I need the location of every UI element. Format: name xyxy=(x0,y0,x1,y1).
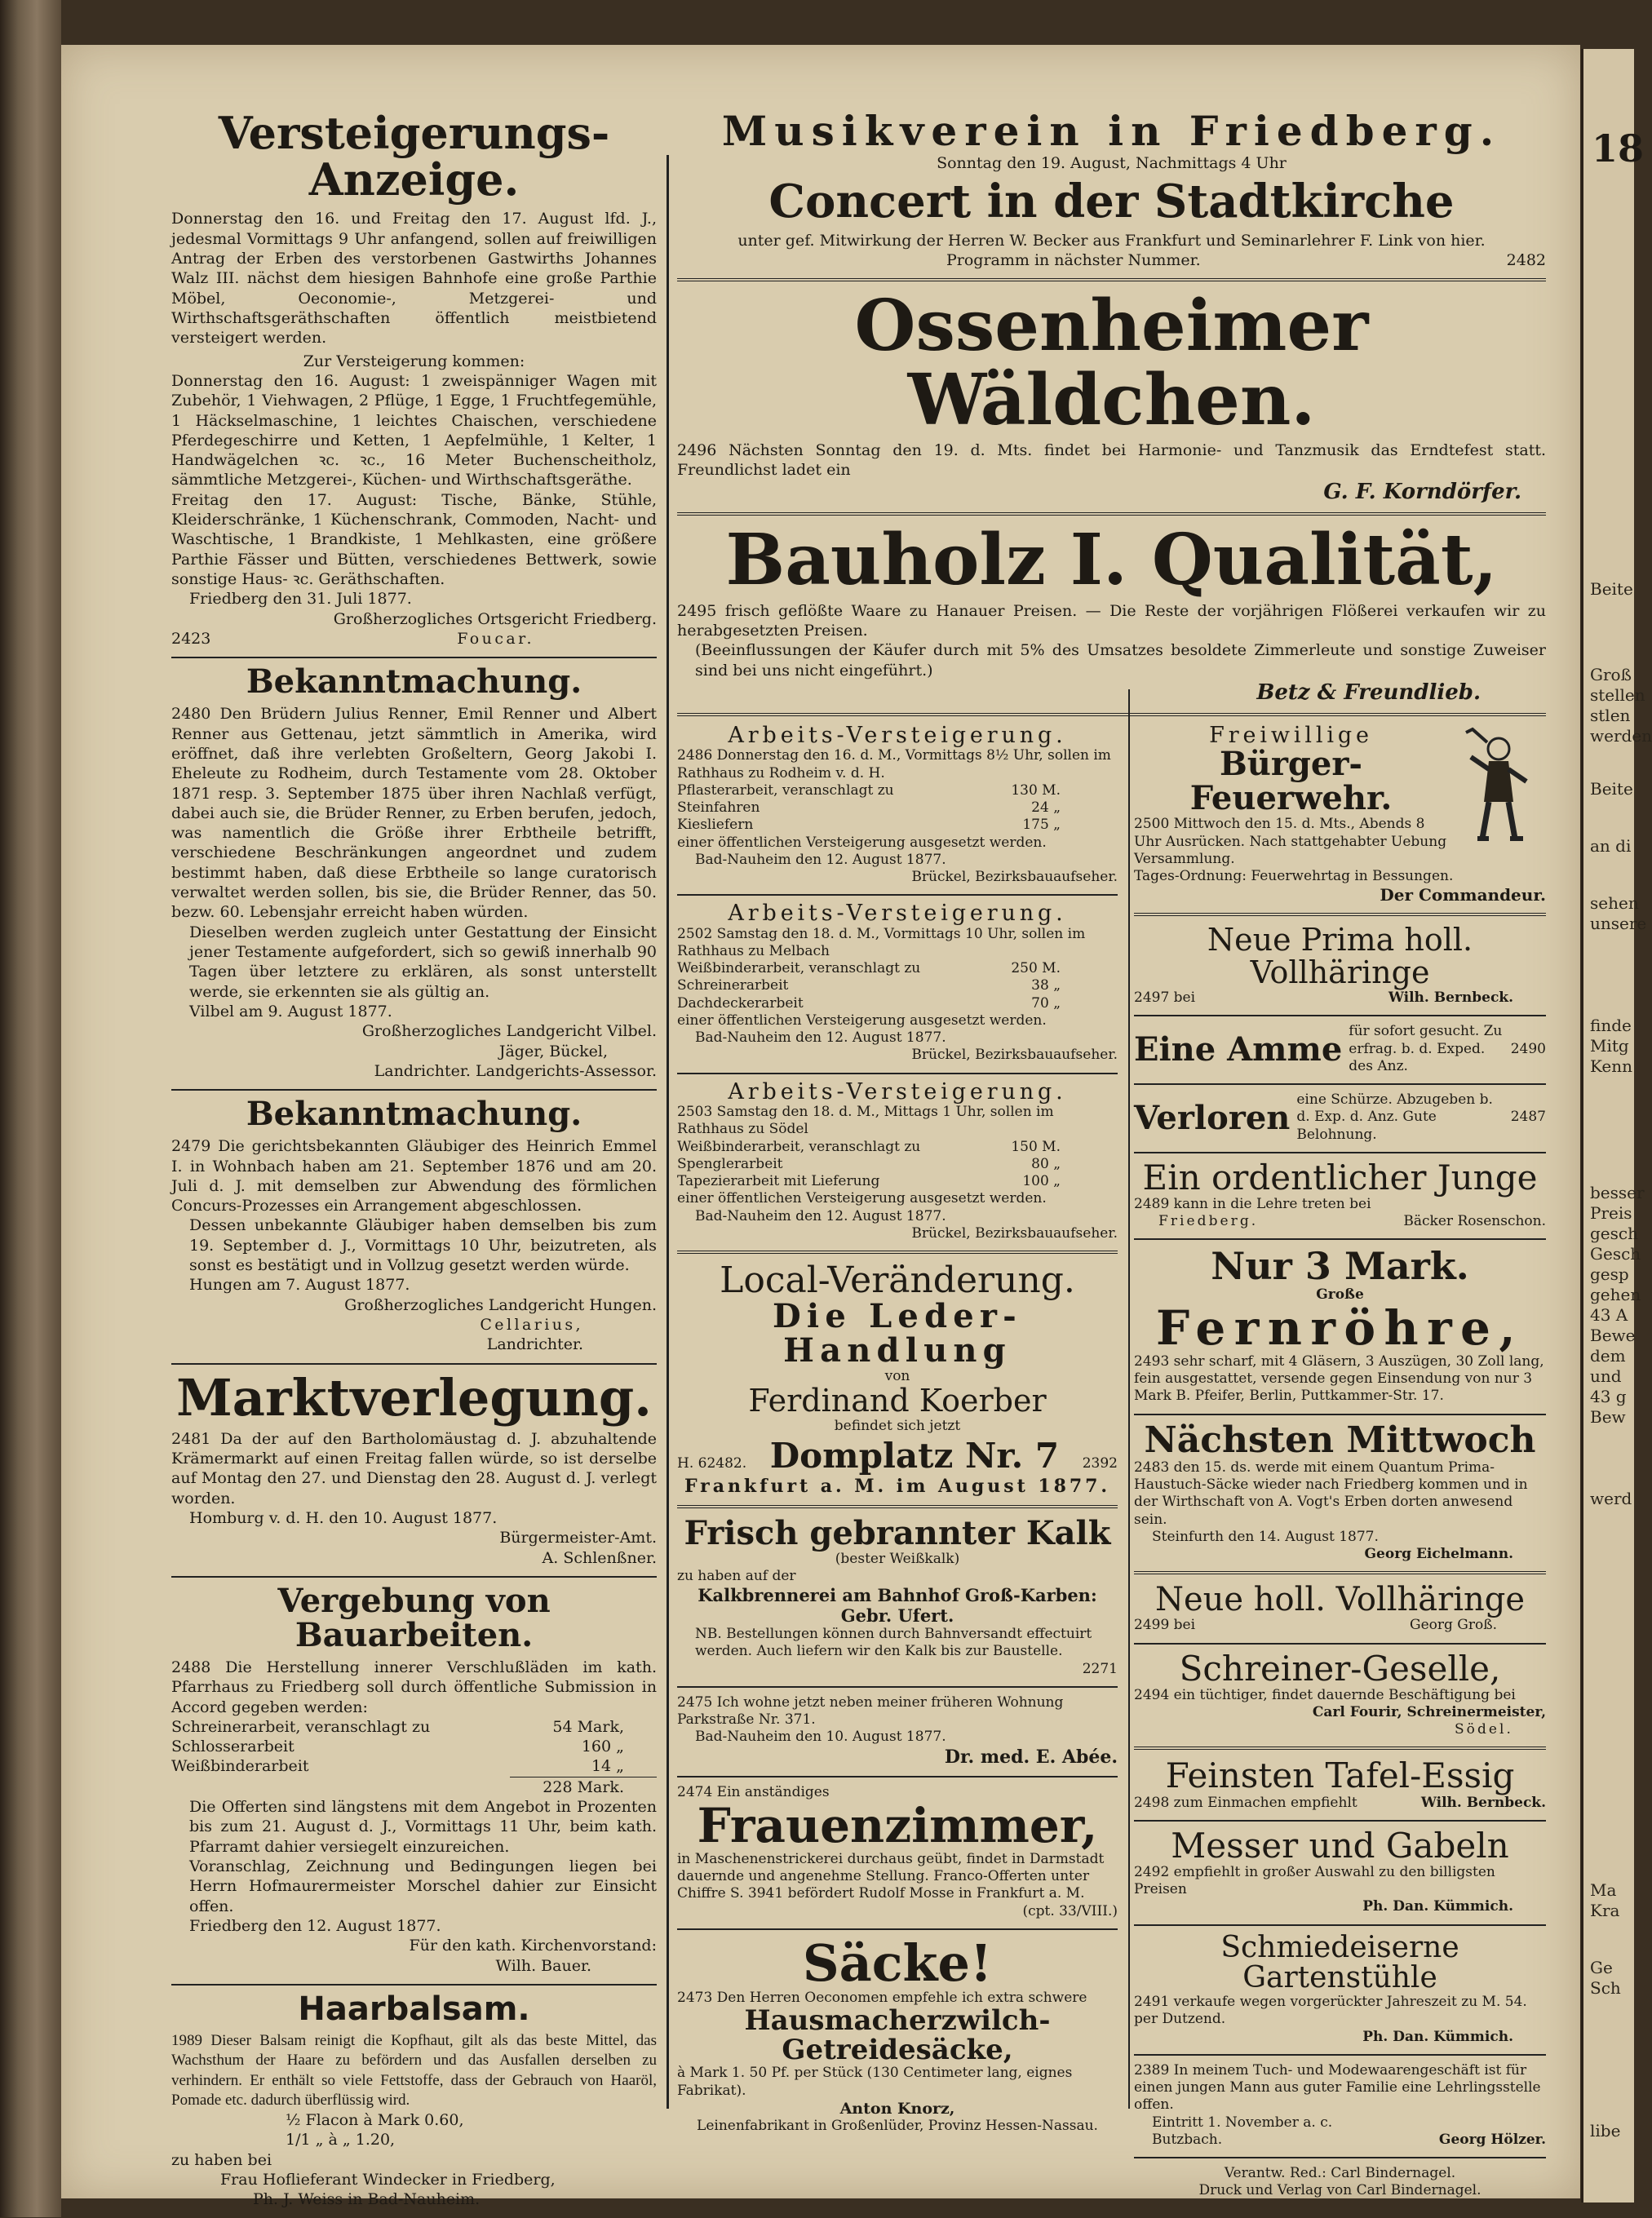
telescope-title: Fernröhre, xyxy=(1155,1300,1525,1357)
labor-auction-end: einer öffentlichen Versteigerung ausgesetzt werden. xyxy=(677,834,1047,851)
notice-signer: Cellarius, xyxy=(480,1316,583,1334)
next-page-edge xyxy=(1581,49,1652,2203)
vinegar-seller: Wilh. Bernbeck. xyxy=(1420,1794,1546,1811)
hair-balm-sold: zu haben bei xyxy=(171,2150,272,2169)
ossenheim-ad xyxy=(677,285,1546,505)
labor-auction-2 xyxy=(677,902,1118,1064)
lime-subtitle: (bester Weißkalk) xyxy=(835,1550,960,1567)
next-page-fragment: gesp xyxy=(1590,1264,1629,1284)
labor-item: Schreinerarbeit 38 „ xyxy=(677,977,1061,994)
music-number: 2482 xyxy=(1506,250,1546,269)
sacks-seller: Anton Knorz, xyxy=(839,2099,955,2118)
firefighter-icon xyxy=(1448,724,1546,847)
divider xyxy=(677,1505,1118,1508)
sacks-ad xyxy=(677,1932,1118,2135)
abee-notice xyxy=(677,1694,1118,1768)
divider xyxy=(1134,1152,1546,1153)
herring-number: 2497 bei xyxy=(1134,989,1196,1007)
labor-auction-signer: Brückel, Bezirksbauaufseher. xyxy=(911,1047,1118,1064)
divider xyxy=(1134,1924,1546,1926)
labor-auction-title: Arbeits-Versteigerung. xyxy=(728,1078,1067,1105)
herring-ad xyxy=(1134,1583,1546,1634)
sacks-product: Hausmacherzwilch-Getreidesäcke, xyxy=(744,2004,1051,2066)
apprenticeship-start: Eintritt 1. November a. c. xyxy=(1152,2114,1333,2131)
next-page-fragment: gesch xyxy=(1590,1224,1638,1243)
labor-auction-signer: Brückel, Bezirksbauaufseher. xyxy=(911,1224,1118,1242)
notice-renner xyxy=(171,662,657,1081)
wet-nurse-title: Eine Amme xyxy=(1134,1029,1343,1069)
divider xyxy=(677,1776,1118,1777)
divider xyxy=(1134,1238,1546,1240)
divider xyxy=(1134,1083,1546,1085)
herring-title: Neue Prima holl. Vollhäringe xyxy=(1207,922,1473,991)
herring-seller: Wilh. Bernbeck. xyxy=(1388,989,1513,1007)
next-page-fragment: Beite xyxy=(1590,779,1633,799)
market-date: Homburg v. d. H. den 10. August 1877. xyxy=(189,1508,498,1527)
divider xyxy=(1134,1015,1546,1016)
divider xyxy=(1134,2157,1546,2158)
garden-chairs-ad xyxy=(1134,1932,1546,2046)
vinegar-body: 2498 zum Einmachen empfiehlt xyxy=(1134,1794,1357,1811)
lost-body: eine Schürze. Abzugeben b. d. Exp. d. Anz. Gute Belohnung. xyxy=(1296,1091,1493,1143)
carpenter-master: Carl Fourir, Schreinermeister, xyxy=(1312,1703,1546,1720)
next-page-fragment: werden xyxy=(1590,726,1652,746)
hair-balm-body: 1989 Dieser Balsam reinigt die Kopfhaut, gilt als das beste Mittel, das Wachsthum der Haare zu befördern und das Ausfallen derselben zu verhindern. Er enthält so viele Fettstoffe, dass der Gebrauch von Haaröl, Pomade etc. dadurch überflüssig wird. xyxy=(171,2031,657,2109)
divider xyxy=(171,1089,657,1091)
herring-title: Neue holl. Vollhäringe xyxy=(1154,1581,1526,1619)
next-page-fragment: Kenn xyxy=(1590,1056,1633,1076)
lost-number: 2487 xyxy=(1510,1109,1546,1126)
tender-text: Die Offerten sind längstens mit dem Angebot in Prozenten bis zum 21. August d. J., Vormittags 11 Uhr, beim kath. Pfarramt dahier versiegelt einzureichen. xyxy=(189,1798,657,1856)
auction-day2: Freitag den 17. August: Tische, Bänke, Stühle, Kleiderschränke, 1 Küchenschrank, Commoden, Nacht- und Waschtische, 1 Brandkiste, 1 Mehlkasten, eine größere Parthie Fässer und Bütten, verschiedenes Bettwerk, sowie sonstige Haus- ꝛc. Geräthschaften. xyxy=(171,490,657,588)
imprint-publisher: Druck und Verlag von Carl Bindernagel. xyxy=(1198,2182,1481,2199)
maid-pre: 2474 Ein anständiges xyxy=(677,1783,830,1800)
divider xyxy=(677,713,1546,716)
next-page-fragment: besser xyxy=(1590,1183,1645,1202)
relocation-date: Frankfurt a. M. im August 1877. xyxy=(684,1475,1111,1497)
hair-balm-title: Haarbalsam. xyxy=(298,1990,530,2028)
hair-balm-price: 1/1 „ à „ 1.20, xyxy=(286,2131,396,2149)
divider xyxy=(677,894,1118,896)
labor-auction-date: Bad-Nauheim den 12. August 1877. xyxy=(695,851,946,868)
ossenheim-signer: G. F. Korndörfer. xyxy=(1323,480,1521,505)
apprenticeship-body: 2389 In meinem Tuch- und Modewaarengeschäft ist für einen jungen Mann aus guter Familie eine Lehrlingsstelle offen. xyxy=(1134,2061,1541,2114)
tender-item: Schlosserarbeit 160 „ xyxy=(171,1738,624,1756)
timber-body: 2495 frisch geflößte Waare zu Hanauer Preisen. — Die Reste der vorjährigen Flößerei verkaufen wir zu herabgesetzten Preisen. xyxy=(677,601,1546,640)
market-notice xyxy=(171,1367,657,1568)
herring-seller: Georg Groß. xyxy=(1410,1617,1497,1634)
lost-title: Verloren xyxy=(1134,1098,1291,1137)
next-page-fragment: finde xyxy=(1590,1016,1632,1035)
lime-company: Gebr. Ufert. xyxy=(840,1605,954,1627)
construction-tender xyxy=(171,1581,657,1976)
maid-ad xyxy=(677,1784,1118,1920)
hair-balm-price: ½ Flacon à Mark 0.60, xyxy=(286,2111,464,2130)
fire-signer: Der Commandeur. xyxy=(1380,885,1546,905)
abee-body: 2475 Ich wohne jetzt neben meiner früheren Wohnung Parkstraße Nr. 371. xyxy=(677,1693,1064,1729)
next-page-fragment: stellen xyxy=(1590,685,1645,705)
relocation-shop: Die Leder-Handlung xyxy=(773,1297,1022,1370)
timber-body-2: (Beeinflussungen der Käufer durch mit 5% des Umsatzes besoldete Zimmerleute und sonstige Zuweiser sind bei uns nicht eingeführt.) xyxy=(695,641,1546,680)
divider xyxy=(1134,1820,1546,1822)
next-page-fragment: dem xyxy=(1590,1346,1626,1366)
music-club-ad xyxy=(677,107,1546,270)
telescope-body: 2493 sehr scharf, mit 4 Gläsern, 3 Auszügen, 30 Zoll lang, fein ausgestattet, versende gegen Einsendung von nur 3 Mark B. Pfeifer, Berlin, Puttkammer-Str. 17. xyxy=(1134,1352,1544,1405)
cutlery-title: Messer und Gabeln xyxy=(1171,1825,1509,1866)
lime-number: 2271 xyxy=(1082,1660,1118,1677)
next-page-fragment: Bewe xyxy=(1590,1326,1636,1345)
divider xyxy=(171,1576,657,1578)
carpenter-place: Södel. xyxy=(1454,1721,1513,1738)
divider xyxy=(171,1984,657,1986)
relocation-code: H. 62482. xyxy=(677,1454,747,1472)
auction-body: Donnerstag den 16. und Freitag den 17. August lfd. J., jedesmal Vormittags 9 Uhr anfangend, sollen auf freiwilligen Antrag der Erben des verstorbenen Gastwirths Johannes Walz III. nächst dem hiesigen Bahnhofe eine große Parthie Möbel, Oeconomie-, Metzgerei- und Wirthschaftsgeräthschaften öffentlich meistbietend versteigert werden. xyxy=(171,210,657,348)
labor-auction-date: Bad-Nauheim den 12. August 1877. xyxy=(695,1207,946,1224)
lime-title: Frisch gebrannter Kalk xyxy=(684,1513,1111,1552)
apprenticeship-ad xyxy=(1134,2062,1546,2149)
divider xyxy=(1134,1747,1546,1750)
music-line: unter gef. Mitwirkung der Herren W. Becker aus Frankfurt und Seminarlehrer F. Link von hier. xyxy=(737,231,1486,250)
ossenheim-body: 2496 Nächsten Sonntag den 19. d. Mts. findet bei Harmonie- und Tanzmusik das Erndtefest statt. Freundlichst ladet ein xyxy=(677,441,1546,480)
market-signer: A. Schlenßner. xyxy=(542,1548,657,1567)
next-page-fragment: Beite xyxy=(1590,579,1633,599)
timber-ad xyxy=(677,519,1546,705)
notice-roles: Landrichter. Landgerichts-Assessor. xyxy=(374,1061,657,1080)
tender-title: Vergebung von Bauarbeiten. xyxy=(277,1581,551,1654)
wet-nurse-body: für sofort gesucht. Zu erfrag. b. d. Exped. des Anz. xyxy=(1349,1023,1503,1074)
notice-names: Jäger, Bückel, xyxy=(498,1042,608,1060)
lime-note: NB. Bestellungen können durch Bahnversandt effectuirt werden. Auch liefern wir den Kalk bis zur Baustelle. xyxy=(695,1626,1092,1660)
labor-item: Dachdeckerarbeit 70 „ xyxy=(677,994,1061,1012)
divider xyxy=(677,512,1546,516)
divider xyxy=(171,657,657,658)
next-page-fragment: Kra xyxy=(1590,1901,1620,1920)
next-page-fragment: Groß xyxy=(1590,665,1632,684)
sacks-title: Säcke! xyxy=(802,1932,993,1993)
next-page-fragment: Preis xyxy=(1590,1203,1632,1223)
apprenticeship-place: Butzbach. xyxy=(1152,2131,1223,2148)
carpenter-title: Schreiner-Geselle, xyxy=(1179,1648,1501,1689)
divider xyxy=(677,1251,1118,1254)
lime-works: Kalkbrennerei am Bahnhof Groß-Karben: xyxy=(698,1585,1097,1606)
next-page-fragment: unsere xyxy=(1590,914,1647,933)
auction-date: Friedberg den 31. Juli 1877. xyxy=(189,590,412,609)
next-page-fragment: Ma xyxy=(1590,1880,1617,1900)
wednesday-title: Nächsten Mittwoch xyxy=(1144,1419,1536,1461)
notice-court: Großherzogliches Landgericht Hungen. xyxy=(344,1295,657,1314)
cutlery-seller: Ph. Dan. Kümmich. xyxy=(1362,1898,1513,1915)
notice-emmel xyxy=(171,1097,657,1354)
labor-item: Kiesliefern 175 „ xyxy=(677,817,1061,834)
tender-total: 228 Mark. xyxy=(510,1777,657,1797)
notice-body: 2480 Den Brüdern Julius Renner, Emil Renner und Albert Renner aus Gettenau, jetzt sämmtlich in Amerika, wird eröffnet, daß ihre verlebten Großeltern, Georg Jakobi I. Eheleute zu Rodheim, durch Testamente vom 28. Oktober 1871 resp. 3. September 1875 über ihren Nachlaß verfügt, dabei auch sie, die Brüder Renner, zu Erben berufen, jedoch, was namentlich die Größe ihrer Erbtheile betrifft, verschiedene Beschränkungen angeordnet und zudem bestimmt haben, daß diese Erbtheile so lange curatorisch verwaltet werden sollen, bis sie, die Brüder Renner, das 50. bezw. 60. Lebensjahr erreicht haben würden. xyxy=(171,705,657,922)
divider xyxy=(1134,1571,1546,1574)
notice-title: Bekanntmachung. xyxy=(246,662,582,702)
auction-subtitle: Zur Versteigerung kommen: xyxy=(303,352,525,370)
notice-date: Vilbel am 9. August 1877. xyxy=(189,1002,392,1020)
auction-day1: Donnerstag den 16. August: 1 zweispänniger Wagen mit Zubehör, 1 Viehwagen, 2 Pflüge, 1 Egge, 1 Fruchtfegemühle, 1 Häckselmaschine, 1 leichtes Chaischen, verschiedene Pferdegeschirre und Ketten, 1 Aepfelmühle, 1 Kelter, 1 Handwägelchen ꝛc. ꝛc., 16 Meter Buchenscheitholz, sämmtliche Metzgerei-, Küchen- und Wirthschaftsgeräthe. xyxy=(171,371,657,489)
relocation-address: Domplatz Nr. 7 xyxy=(769,1435,1060,1476)
auction-title: Versteigerungs-Anzeige. xyxy=(218,107,610,206)
auction-court: Großherzogliches Ortsgericht Friedberg. xyxy=(333,609,657,628)
labor-item: Steinfahren 24 „ xyxy=(677,799,1061,817)
tender-item: Schreinerarbeit, veranschlagt zu 54 Mark, xyxy=(171,1717,624,1736)
timber-title: Bauholz I. Qualität, xyxy=(725,519,1498,602)
fire-title: Bürger-Feuerwehr. xyxy=(1189,745,1393,818)
labor-auction-date: Bad-Nauheim den 12. August 1877. xyxy=(695,1029,946,1047)
notice-date: Hungen am 7. August 1877. xyxy=(189,1276,410,1295)
labor-auction-end: einer öffentlichen Versteigerung ausgesetzt werden. xyxy=(677,1012,1047,1029)
imprint xyxy=(1134,2165,1546,2200)
labor-auction-body: 2486 Donnerstag den 16. d. M., Vormittags 8½ Uhr, sollen im Rathhaus zu Rodheim v. d. H. xyxy=(677,747,1111,781)
carpenter-body: 2494 ein tüchtiger, findet dauernde Beschäftigung bei xyxy=(1134,1686,1516,1703)
next-page-fragment: werd xyxy=(1590,1489,1632,1508)
herring-prima-ad xyxy=(1134,924,1546,1007)
lime-line: zu haben auf der xyxy=(677,1567,796,1584)
fire-brigade-ad xyxy=(1134,724,1546,905)
vinegar-ad xyxy=(1134,1755,1546,1811)
next-page-fragment: sehen xyxy=(1590,893,1639,913)
wet-nurse-ad xyxy=(1134,1023,1546,1075)
vinegar-title: Feinsten Tafel-Essig xyxy=(1165,1755,1515,1796)
tender-signer: Wilh. Bauer. xyxy=(495,1956,591,1975)
next-page-fragment: und xyxy=(1590,1366,1622,1386)
labor-auction-body: 2503 Samstag den 18. d. M., Mittags 1 Uhr, sollen im Rathhaus zu Södel xyxy=(677,1104,1054,1138)
main-column xyxy=(677,107,1546,2199)
tender-item: Weißbinderarbeit 14 „ xyxy=(171,1757,624,1776)
telescope-ad xyxy=(1134,1246,1546,1405)
garden-chairs-body: 2491 verkaufe wegen vorgerückter Jahreszeit zu M. 54. per Dutzend. xyxy=(1134,1994,1527,2028)
next-page-number: 18 xyxy=(1592,126,1645,170)
abee-date: Bad-Nauheim den 10. August 1877. xyxy=(695,1729,946,1746)
next-page-fragment: Bew xyxy=(1590,1407,1626,1427)
notice-role: Landrichter. xyxy=(486,1335,583,1354)
next-page-fragment: libe xyxy=(1590,2121,1621,2141)
labor-auction-3 xyxy=(677,1078,1118,1242)
hair-balm-seller: Ph. J. Weiss in Bad-Nauheim. xyxy=(253,2190,481,2209)
abee-name: Dr. med. E. Abée. xyxy=(944,1746,1118,1768)
divider xyxy=(1134,1414,1546,1415)
next-page-fragment: Sch xyxy=(1590,1978,1621,1998)
divider xyxy=(677,278,1546,281)
middle-subcolumn xyxy=(677,724,1118,2143)
auction-notice xyxy=(171,107,657,649)
auction-signer: Foucar. xyxy=(457,629,534,648)
fire-pre: Freiwillige xyxy=(1209,723,1373,748)
wednesday-date: Steinfurth den 14. August 1877. xyxy=(1152,1528,1379,1545)
carpenter-ad xyxy=(1134,1648,1546,1739)
cutlery-ad xyxy=(1134,1825,1546,1916)
apprentice-place: Friedberg. xyxy=(1158,1213,1259,1230)
apprentice-body: 2489 kann in die Lehre treten bei xyxy=(1134,1195,1371,1212)
maid-title: Frauenzimmer, xyxy=(697,1797,1098,1853)
music-concert: Concert in der Stadtkirche xyxy=(768,174,1455,228)
apprentice-baker: Bäcker Rosenschon. xyxy=(1403,1213,1546,1230)
garden-chairs-seller: Ph. Dan. Kümmich. xyxy=(1362,2028,1513,2045)
divider xyxy=(677,1686,1118,1688)
music-date: Sonntag den 19. August, Nachmittags 4 Uhr xyxy=(937,153,1287,172)
apprentice-ad xyxy=(1134,1157,1546,1231)
labor-auction-body: 2502 Samstag den 18. d. M., Vormittags 10 Uhr, sollen im Rathhaus zu Melbach xyxy=(677,925,1086,959)
relocation-loc: befindet sich jetzt xyxy=(834,1418,961,1435)
music-title: Musikverein in Friedberg. xyxy=(721,107,1502,155)
divider xyxy=(171,1363,657,1365)
right-subcolumn xyxy=(1134,724,1546,2208)
notice-court: Großherzogliches Landgericht Vilbel. xyxy=(361,1022,657,1041)
next-page-fragment: Ge xyxy=(1590,1958,1613,1977)
divider xyxy=(677,1073,1118,1074)
labor-item: Weißbinderarbeit, veranschlagt zu 150 M. xyxy=(677,1138,1061,1155)
labor-auction-end: einer öffentlichen Versteigerung ausgesetzt werden. xyxy=(677,1190,1047,1207)
next-page-fragment: 43 g xyxy=(1590,1387,1627,1406)
apprentice-title: Ein ordentlicher Junge xyxy=(1142,1157,1538,1198)
fire-body: 2500 Mittwoch den 15. d. Mts., Abends 8 Uhr Ausrücken. Nach stattgehabter Uebung Versammlung. xyxy=(1134,816,1447,867)
divider xyxy=(677,1928,1118,1930)
book-binding xyxy=(0,0,61,2217)
next-page-fragment: Gesch xyxy=(1590,1244,1641,1264)
next-page-fragment: an di xyxy=(1590,836,1632,856)
tender-text-2: Voranschlag, Zeichnung und Bedingungen liegen bei Herrn Hofmaurermeister Morschel dahier zur Einsicht offen. xyxy=(189,1857,657,1915)
relocation-ad xyxy=(677,1262,1118,1497)
tender-date: Friedberg den 12. August 1877. xyxy=(189,1916,441,1935)
ossenheim-title: Ossenheimer Wäldchen. xyxy=(854,285,1369,441)
next-page-fragment: stlen xyxy=(1590,706,1631,725)
relocation-owner: Ferdinand Koerber xyxy=(748,1383,1047,1419)
herring-number: 2499 bei xyxy=(1134,1617,1196,1634)
labor-item: Pflasterarbeit, veranschlagt zu 130 M. xyxy=(677,781,1061,799)
wednesday-body: 2483 den 15. ds. werde mit einem Quantum Prima-Haustuch-Säcke wieder nach Friedberg kommen und in der Wirthschaft von A. Vogt's Erben dorten anwesend sein. xyxy=(1134,1459,1528,1528)
lost-ad xyxy=(1134,1091,1546,1144)
telescope-sub: Große xyxy=(1316,1286,1364,1303)
maid-code: (cpt. 33/VIII.) xyxy=(1022,1902,1118,1919)
notice-body-2: Dieselben werden zugleich unter Gestattung der Einsicht jener Testamente aufgefordert, sich so gewiß innerhalb 90 Tagen über letztere zu erklären, als sonst unterstellt werde, sie erkennten sie als gültig an. xyxy=(189,923,657,1001)
sacks-address: Leinenfabrikant in Großenlüder, Provinz Hessen-Nassau. xyxy=(697,2117,1098,2134)
sacks-price: à Mark 1. 50 Pf. per Stück (130 Centimeter lang, eignes Fabrikat). xyxy=(677,2065,1073,2099)
divider xyxy=(1134,2054,1546,2056)
relocation-von: von xyxy=(884,1368,910,1385)
notice-title: Bekanntmachung. xyxy=(246,1095,582,1134)
cutlery-body: 2492 empfiehlt in großer Auswahl zu den billigsten Preisen xyxy=(1134,1863,1495,1898)
market-office: Bürgermeister-Amt. xyxy=(499,1529,657,1547)
sacks-body: 2473 Den Herren Oeconomen empfehle ich extra schwere xyxy=(677,1989,1087,2006)
divider xyxy=(1134,913,1546,916)
market-title: Marktverlegung. xyxy=(176,1367,652,1428)
labor-auction-title: Arbeits-Versteigerung. xyxy=(728,723,1067,748)
music-program: Programm in nächster Nummer. xyxy=(946,250,1201,269)
column-divider xyxy=(667,155,669,2109)
next-page-fragment: Mitg xyxy=(1590,1036,1629,1056)
relocation-title: Local-Veränderung. xyxy=(720,1260,1075,1302)
telescope-price: Nur 3 Mark. xyxy=(1211,1244,1469,1289)
next-page-fragment: 43 A xyxy=(1590,1305,1628,1325)
wet-nurse-number: 2490 xyxy=(1510,1040,1546,1057)
labor-auction-title: Arbeits-Versteigerung. xyxy=(728,901,1067,927)
labor-item: Tapezierarbeit mit Lieferung 100 „ xyxy=(677,1173,1061,1190)
market-body: 2481 Da der auf den Bartholomäustag d. J. abzuhaltende Krämermarkt auf einen Freitag fallen würde, so ist derselbe auf Montag den 27. und Dienstag den 28. August d. J. verlegt worden. xyxy=(171,1429,657,1507)
divider xyxy=(1134,1643,1546,1645)
lime-ad xyxy=(677,1513,1118,1678)
wednesday-signer: Georg Eichelmann. xyxy=(1364,1546,1513,1563)
left-column xyxy=(171,107,657,2218)
next-wednesday-ad xyxy=(1134,1419,1546,1564)
imprint-editor: Verantw. Red.: Carl Bindernagel. xyxy=(1224,2165,1456,2182)
hair-balm-ad xyxy=(171,1992,657,2210)
labor-auction-1 xyxy=(677,724,1118,886)
apprenticeship-signer: Georg Hölzer. xyxy=(1438,2131,1546,2148)
auction-number: 2423 xyxy=(171,629,211,648)
labor-item: Spenglerarbeit 80 „ xyxy=(677,1155,1061,1172)
labor-auction-signer: Brückel, Bezirksbauaufseher. xyxy=(911,869,1118,886)
timber-signer: Betz & Freundlieb. xyxy=(1256,680,1481,705)
notice-body-2: Dessen unbekannte Gläubiger haben demselben bis zum 19. September d. J., Vormittags 10 Uhr, beizutreten, als sonst es bestätigt und in Vollzug gesetzt werden würde. xyxy=(189,1216,657,1275)
fire-order: Tages-Ordnung: Feuerwehrtag in Bessungen. xyxy=(1134,868,1454,885)
relocation-number: 2392 xyxy=(1082,1454,1118,1472)
garden-chairs-title: Schmiedeiserne Gartenstühle xyxy=(1220,1930,1459,1995)
notice-body: 2479 Die gerichtsbekannten Gläubiger des Heinrich Emmel I. in Wohnbach haben am 21. September 1876 und am 20. Juli d. J. mit demselben zur Abwendung des förmlichen Concurs-Prozesses ein Arrangement abgeschlossen. xyxy=(171,1137,657,1215)
next-page-fragment: gehen xyxy=(1590,1285,1641,1304)
labor-item: Weißbinderarbeit, veranschlagt zu 250 M. xyxy=(677,960,1061,977)
maid-body: in Maschenenstrickerei durchaus geübt, findet in Darmstadt dauernde und angenehme Stellung. Franco-Offerten unter Chiffre S. 3941 befördert Rudolf Mosse in Frankfurt a. M. xyxy=(677,1850,1105,1902)
tender-body: 2488 Die Herstellung innerer Verschlußläden im kath. Pfarrhaus zu Friedberg soll durch öffentliche Submission in Accord gegeben werden: xyxy=(171,1658,657,1716)
hair-balm-seller: Frau Hoflieferant Windecker in Friedberg, xyxy=(220,2171,556,2189)
tender-office: Für den kath. Kirchenvorstand: xyxy=(409,1937,657,1955)
